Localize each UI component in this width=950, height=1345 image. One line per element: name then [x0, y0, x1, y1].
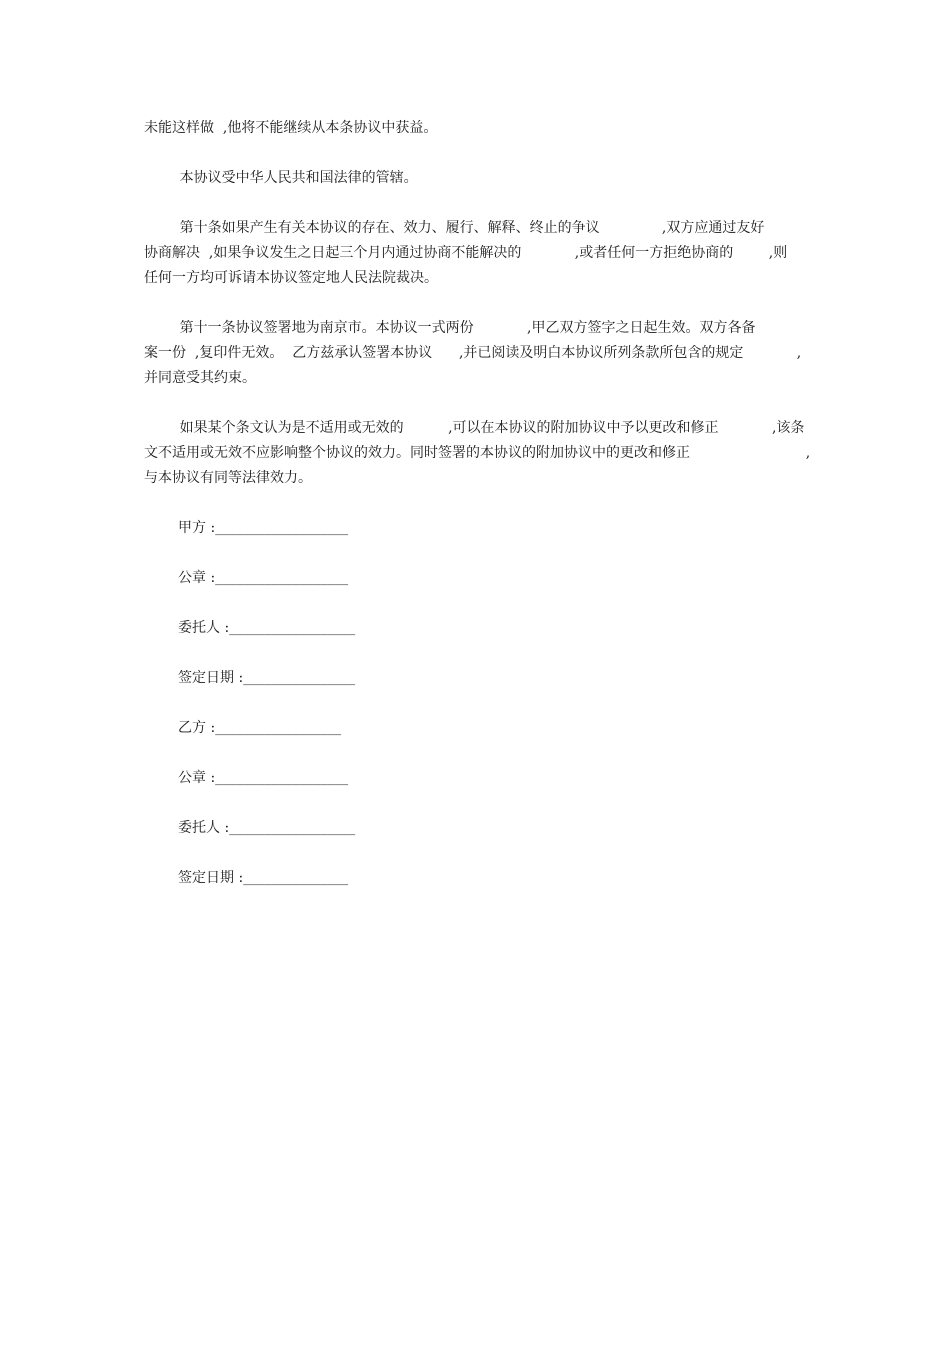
paragraph-line: 未能这样做 ,他将不能继续从本条协议中获益。 — [144, 120, 438, 136]
paragraph-line: 案一份 ,复印件无效。 乙方兹承认签署本协议 ,并已阅读及明白本协议所列条款所包含的规定 , — [144, 345, 802, 361]
signature-field-date-b: 签定日期 :_______________ — [178, 870, 349, 886]
signature-field-agent-a: 委托人 :__________________ — [178, 620, 356, 636]
paragraph-line: 并同意受其约束。 — [144, 370, 256, 386]
paragraph-line: 任何一方均可诉请本协议签定地人民法院裁决。 — [144, 270, 438, 286]
paragraph-line: 第十条如果产生有关本协议的存在、效力、履行、解释、终止的争议 ,双方应通过友好 — [144, 220, 765, 236]
paragraph-line: 本协议受中华人民共和国法律的管辖。 — [144, 170, 418, 186]
signature-field-seal-a: 公章 :___________________ — [178, 570, 349, 586]
signature-field-party-a: 甲方 :___________________ — [178, 520, 349, 536]
signature-field-party-b: 乙方 :__________________ — [178, 720, 342, 736]
paragraph-line: 如果某个条文认为是不适用或无效的 ,可以在本协议的附加协议中予以更改和修正 ,该条 — [144, 420, 805, 436]
signature-field-agent-b: 委托人 :__________________ — [178, 820, 356, 836]
paragraph-line: 与本协议有同等法律效力。 — [144, 470, 312, 486]
paragraph-line: 第十一条协议签署地为南京市。本协议一式两份 ,甲乙双方签字之日起生效。双方各备 — [144, 320, 756, 336]
signature-field-seal-b: 公章 :___________________ — [178, 770, 349, 786]
paragraph-line: 协商解决 ,如果争议发生之日起三个月内通过协商不能解决的 ,或者任何一方拒绝协商的 ,则 — [144, 245, 788, 261]
paragraph-line: 文不适用或无效不应影响整个协议的效力。同时签署的本协议的附加协议中的更改和修正 , — [144, 445, 811, 461]
signature-field-date-a: 签定日期 :________________ — [178, 670, 356, 686]
